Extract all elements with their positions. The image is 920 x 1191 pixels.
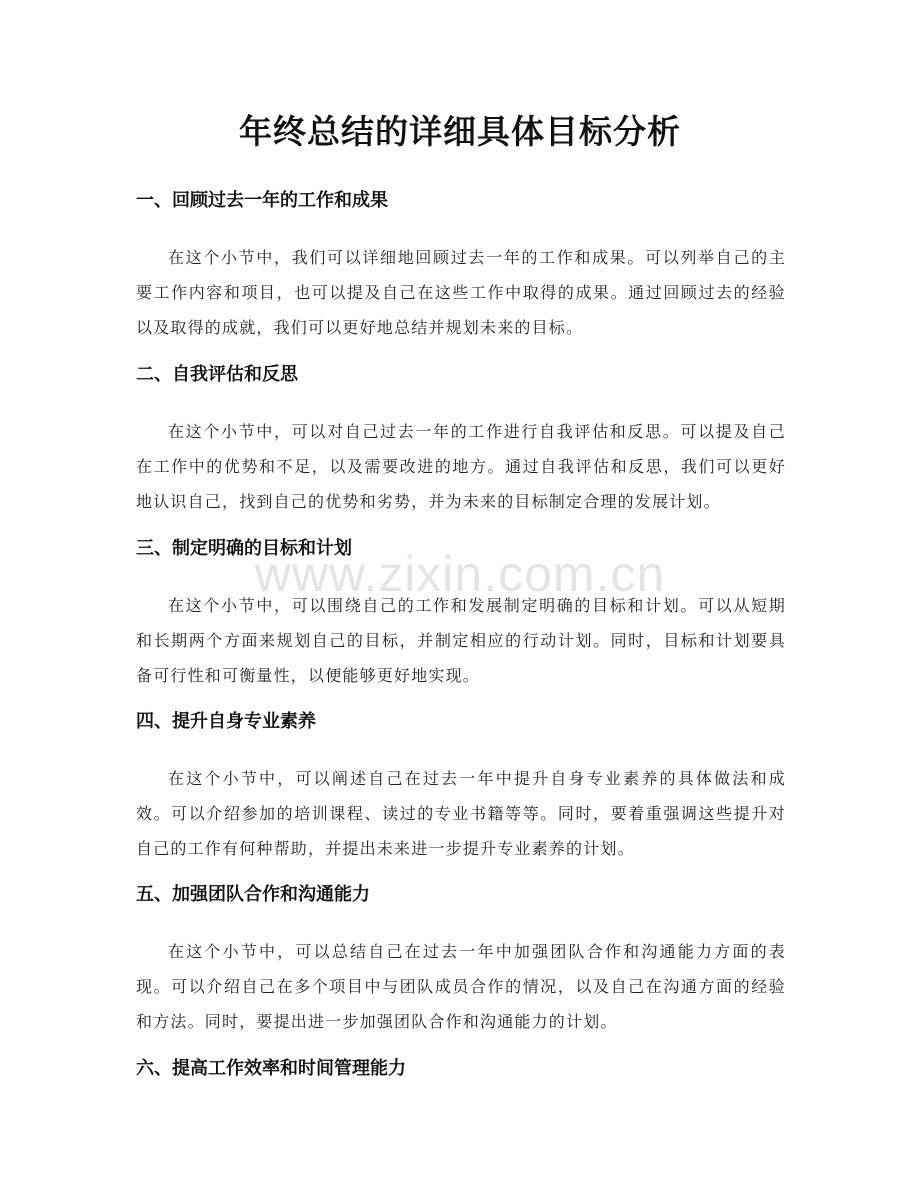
watermark: www.zixin.com.cn [254, 546, 666, 602]
section-6 [136, 1054, 786, 1084]
section-heading: 六、提高工作效率和时间管理能力 [136, 1058, 406, 1079]
document-title: 年终总结的详细具体目标分析 [239, 112, 681, 151]
section-body: 在这个小节中，可以总结自己在过去一年中加强团队合作和沟通能力方面的表现。可以介绍自己在多个项目中与团队成员合作的情况，以及自己在沟通方面的经验和方法。同时，要提出进一步加强团队合作和沟通能力的计划。 [136, 942, 786, 1031]
section-5 [136, 880, 786, 1039]
section-body: 在这个小节中，可以对自己过去一年的工作进行自我评估和反思。可以提及自己在工作中的优势和不足，以及需要改进的地方。通过自我评估和反思，我们可以更好地认识自己，找到自己的优势和劣势，并为未来的目标制定合理的发展计划。 [136, 422, 786, 511]
section-heading: 一、回顾过去一年的工作和成果 [136, 190, 388, 211]
section-heading: 五、加强团队合作和沟通能力 [136, 884, 370, 905]
section-heading: 二、自我评估和反思 [136, 364, 298, 385]
section-body: 在这个小节中，可以围绕自己的工作和发展制定明确的目标和计划。可以从短期和长期两个方面来规划自己的目标，并制定相应的行动计划。同时，目标和计划要具备可行性和可衡量性，以便能够更好地实现。 [136, 596, 786, 685]
section-heading: 四、提升自身专业素养 [136, 711, 316, 732]
section-2 [136, 360, 786, 519]
section-4 [136, 707, 786, 866]
section-1 [136, 186, 786, 345]
section-heading: 三、制定明确的目标和计划 [136, 538, 352, 559]
section-body: 在这个小节中，我们可以详细地回顾过去一年的工作和成果。可以列举自己的主要工作内容和项目，也可以提及自己在这些工作中取得的成果。通过回顾过去的经验以及取得的成就，我们可以更好地总结并规划未来的目标。 [136, 248, 786, 337]
section-3 [136, 534, 786, 693]
section-body: 在这个小节中，可以阐述自己在过去一年中提升自身专业素养的具体做法和成效。可以介绍参加的培训课程、读过的专业书籍等等。同时，要着重强调这些提升对自己的工作有何种帮助，并提出未来进一步提升专业素养的计划。 [136, 769, 786, 858]
